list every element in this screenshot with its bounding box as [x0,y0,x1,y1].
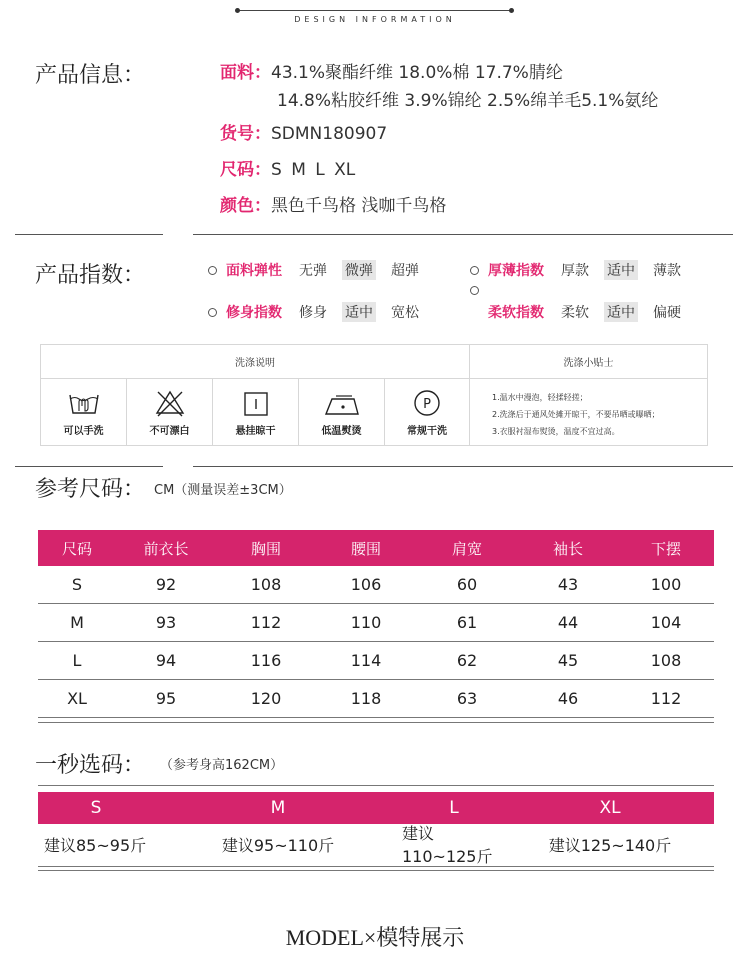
color-row [220,191,446,216]
header-cell: S [90,798,102,818]
index-label: 面料弹性 [226,263,282,279]
fabric-line1: 43.1%聚酯纤维 18.0%棉 17.7%腈纶 [271,63,563,83]
table-row [38,680,714,718]
header-cell: XL [599,798,621,818]
table-cell: 100 [650,575,682,594]
table-cell: 建议85~95斤 [44,835,147,855]
table-cell: 116 [250,651,282,670]
index-option-selected: 微弹 [342,260,376,280]
divider-right [193,234,733,235]
table-cell: 63 [456,689,478,708]
divider-left-2 [15,466,163,467]
wash-header-right: 洗涤小贴士 [470,345,707,379]
table-row [38,566,714,604]
index-option-selected: 适中 [604,260,638,280]
sku-label: 货号： [220,124,271,144]
fabric-row [220,58,563,83]
table-cell: 94 [155,651,177,670]
size-row [220,155,355,180]
index-option-selected: 适中 [604,302,638,322]
index-option: 宽松 [391,305,419,321]
table-cell: 112 [650,689,682,708]
divider-left [15,234,163,235]
table-cell: XL [67,689,87,708]
sku-row [220,119,387,144]
size-chart-header [38,530,714,566]
table-cell: 46 [557,689,579,708]
index-label: 厚薄指数 [488,263,544,279]
header-cell: 袖长 [552,539,583,558]
quick-pick-rule-1 [38,866,714,867]
header-cell: 肩宽 [451,539,482,558]
header-dot-left [235,8,240,13]
bullet-circle-icon [470,286,479,295]
size-values: S M L XL [271,160,356,180]
table-cell: 43 [557,575,579,594]
wash-caption: 低温熨烫 [321,426,362,437]
quick-pick-table [38,792,714,864]
low-iron-icon [322,393,362,417]
table-cell: 62 [456,651,478,670]
quick-pick-top-rule [38,785,714,786]
table-cell: 61 [456,613,478,632]
table-cell: 108 [650,651,682,670]
fabric-line2: 14.8%粘胶纤维 3.9%锦纶 2.5%绵羊毛5.1%氨纶 [277,91,659,111]
bullet-circle-icon [208,266,217,275]
index-option: 修身 [299,305,327,321]
table-cell: 120 [250,689,282,708]
quick-pick-title: 一秒选码： [35,753,146,778]
index-label: 修身指数 [226,305,282,321]
wash-instructions-table [40,344,708,446]
quick-pick-header [38,792,714,824]
color-label: 颜色： [220,196,271,216]
index-option: 薄款 [653,263,681,279]
header-rule [238,10,512,11]
table-cell: 110 [350,613,382,632]
wash-caption: 不可漂白 [149,426,190,437]
wash-caption: 悬挂晾干 [235,426,276,437]
wash-cell [127,379,213,445]
wash-tips [470,379,707,445]
table-cell: 60 [456,575,478,594]
fabric-label: 面料： [220,63,271,83]
table-cell: 108 [250,575,282,594]
header-cell: 尺码 [61,539,92,558]
size-chart-note: CM（测量误差±3CM） [154,483,292,498]
table-row [38,604,714,642]
quick-pick-rule-2 [38,870,714,871]
wash-cell [385,379,470,445]
table-cell: M [70,613,84,632]
wash-cell [41,379,127,445]
product-info-title: 产品信息： [35,63,146,88]
hang-dry-icon [243,391,269,417]
table-cell: 114 [350,651,382,670]
wash-tip: 2.洗涤后于通风处摊开晾干，不要吊晒或曝晒； [492,410,660,419]
hand-wash-icon [67,391,101,417]
table-cell: 44 [557,613,579,632]
index-softness [488,302,684,322]
header-dot-right [509,8,514,13]
index-label: 柔软指数 [488,305,544,321]
index-fit [208,302,434,322]
wash-caption: 常规干洗 [407,426,447,437]
size-chart-title: 参考尺码： [35,477,146,502]
index-option: 超弹 [391,263,419,279]
product-index-title: 产品指数： [35,263,146,288]
header-cell: L [449,798,459,818]
wash-caption: 可以手洗 [63,426,104,437]
table-cell: 93 [155,613,177,632]
table-cell: 45 [557,651,579,670]
table-cell: 建议95~110斤 [221,835,335,855]
index-option: 无弹 [299,263,327,279]
index-option: 偏硬 [653,305,681,321]
size-label: 尺码： [220,160,271,180]
table-row [38,642,714,680]
color-values: 黑色千鸟格 浅咖千鸟格 [271,196,447,216]
size-chart-bottom-rule [38,722,714,723]
header-cell: 下摆 [650,539,681,558]
header-cell: 胸围 [250,539,281,558]
header-cell: 前衣长 [143,539,189,558]
wash-cell [213,379,299,445]
quick-pick-note: （参考身高162CM） [160,758,284,773]
wash-header-left: 洗涤说明 [41,345,470,379]
table-cell: S [71,575,83,594]
header-cell: 腰围 [350,539,381,558]
wash-tip: 1.温水中漫泡，轻揉轻搓； [492,393,588,402]
index-option-selected: 适中 [342,302,376,322]
table-cell: 106 [350,575,382,594]
table-cell: 118 [350,689,382,708]
table-cell: 建议110~125斤 [402,824,493,866]
table-cell: L [72,651,82,670]
table-cell: 建议125~140斤 [548,835,672,855]
table-row [38,824,714,864]
bullet-circle-icon [208,308,217,317]
table-cell: 104 [650,613,682,632]
divider-right-2 [193,466,733,467]
index-thickness [470,260,684,280]
design-information-caption: DESIGN INFORMATION [294,15,456,24]
index-elasticity [208,260,434,280]
table-cell: 95 [155,689,177,708]
model-showcase-heading: MODEL×模特展示 [285,925,465,950]
wash-tip: 3.衣服衬湿布熨烫，温度不宜过高。 [492,427,620,436]
header-cell: M [270,798,286,818]
index-option: 柔软 [561,305,589,321]
size-chart-table [38,530,714,718]
index-option: 厚款 [561,263,589,279]
wash-cell [299,379,385,445]
table-cell: 92 [155,575,177,594]
bullet-circle-icon [470,266,479,275]
no-bleach-icon [154,389,186,417]
dry-clean-icon [413,389,441,417]
svg-text:P: P [423,397,431,412]
sku-value: SDMN180907 [271,124,388,144]
table-cell: 112 [250,613,282,632]
